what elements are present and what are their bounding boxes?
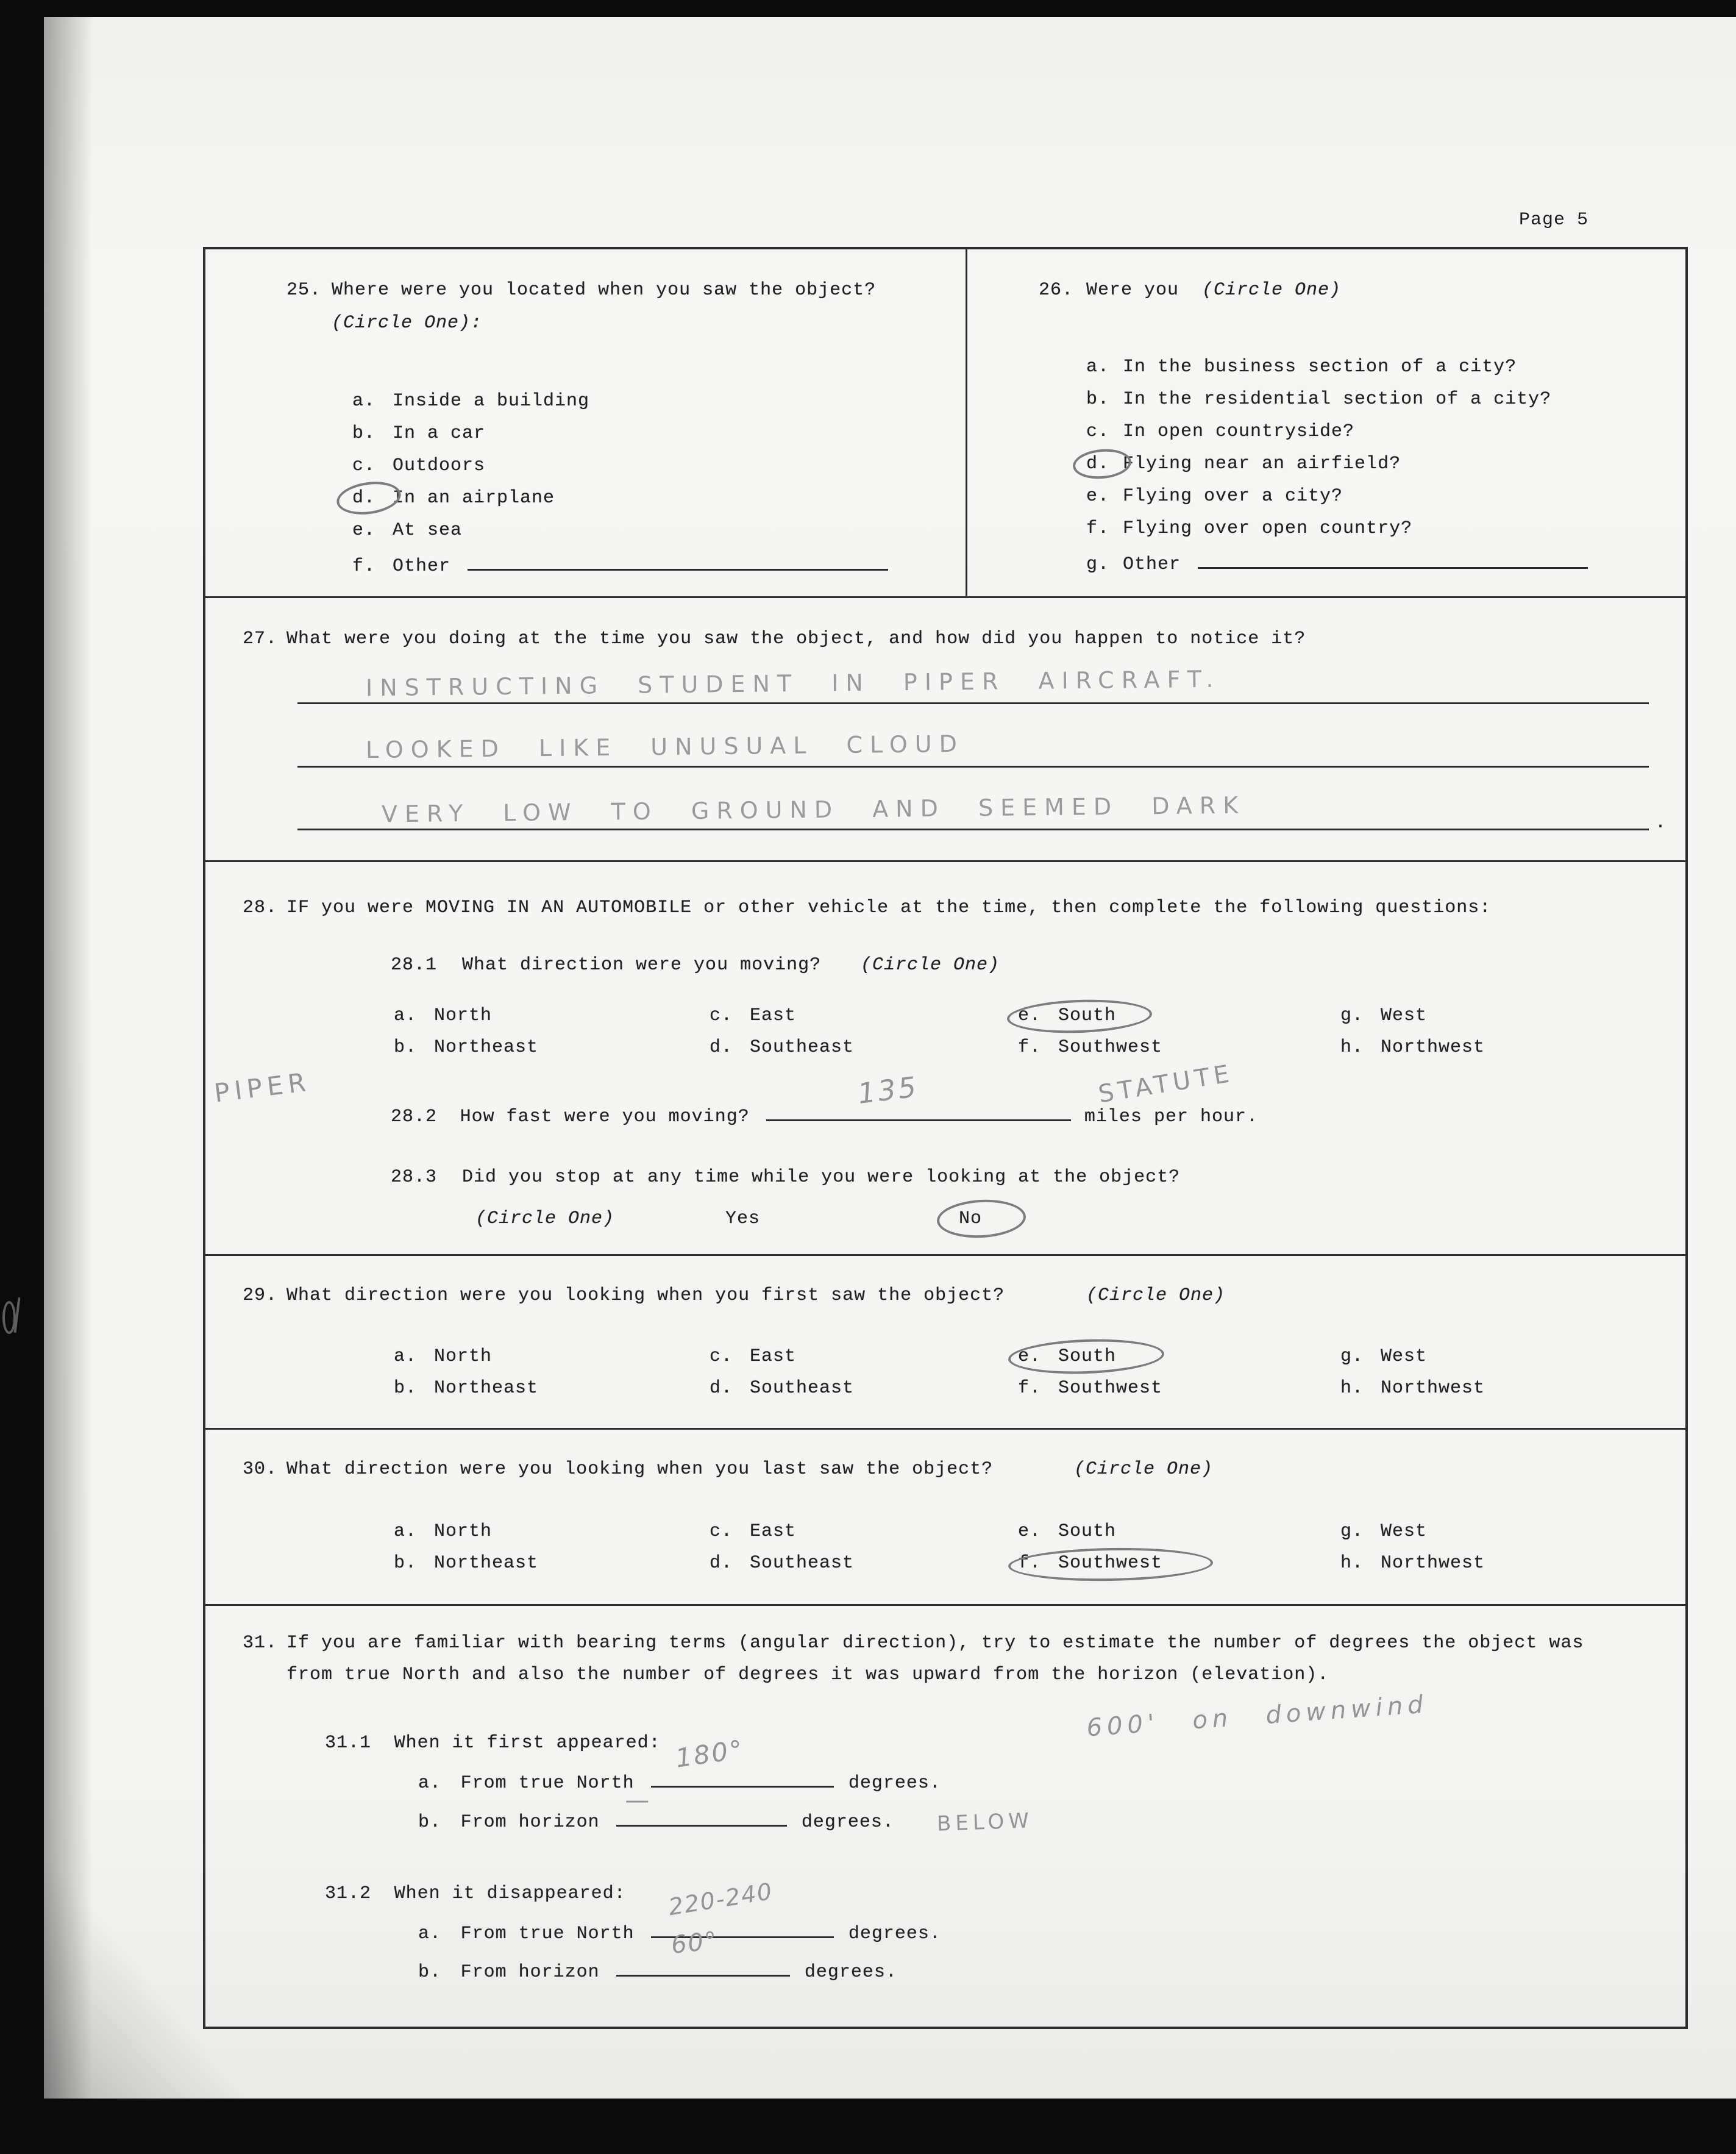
option-letter: a.: [1086, 357, 1110, 377]
option-letter: c.: [1086, 421, 1110, 442]
q31-2b-suffix: degrees.: [804, 1962, 897, 1983]
pencil-circle: [1008, 1546, 1214, 1583]
option-letter: b.: [1086, 389, 1110, 410]
option-label: South: [1058, 1346, 1117, 1367]
q25-option-c: [352, 455, 485, 476]
q28-3-number: 28.3: [391, 1167, 438, 1188]
q28-text: IF you were MOVING IN AN AUTOMOBILE or other vehicle at the time, then complete the following questions:: [286, 897, 1492, 918]
option-letter: a.: [418, 1924, 442, 1944]
page-number-label: Page 5: [1519, 210, 1589, 230]
other-blank: [468, 552, 888, 571]
option-label: Northeast: [434, 1553, 539, 1574]
option-label: Outdoors: [393, 455, 486, 476]
q27-text: What were you doing at the time you saw the object, and how did you happen to notice it?: [286, 629, 1306, 649]
option-letter: e.: [1018, 1005, 1042, 1026]
option-label: Northeast: [434, 1037, 539, 1058]
option-letter: b.: [394, 1378, 418, 1399]
option-label: Flying over a city?: [1123, 486, 1343, 507]
q28-2-suffix: miles per hour.: [1084, 1107, 1258, 1127]
q31-1b-line: [418, 1786, 1034, 1836]
handwritten-statute: STATUTE: [1096, 1059, 1236, 1109]
q31-1a-text: From true North: [460, 1773, 635, 1794]
q26-option-b: [1086, 389, 1551, 410]
q25-option-b: [352, 423, 485, 444]
option-letter: f.: [1018, 1037, 1042, 1058]
option-letter: g.: [1340, 1005, 1364, 1026]
q25-option-a: [352, 391, 589, 412]
option-letter: d.: [710, 1553, 733, 1574]
direction-option: [394, 1005, 710, 1029]
option-label: In an airplane: [393, 488, 555, 508]
option-letter: e.: [1086, 486, 1110, 507]
q29-text: What direction were you looking when you first saw the object?: [286, 1285, 1005, 1306]
option-letter: a.: [394, 1005, 418, 1026]
option-label: Other: [1123, 554, 1181, 575]
q25-option-f: [352, 552, 888, 577]
other-blank: [1198, 551, 1588, 569]
handwritten-speed-value: 135: [856, 1070, 921, 1110]
option-letter: b.: [352, 423, 376, 444]
q26-option-c: [1086, 421, 1354, 442]
yes-option: Yes: [725, 1208, 761, 1229]
q31-2b-text: From horizon: [460, 1962, 600, 1983]
direction-option: [710, 1346, 1018, 1369]
option-letter: c.: [710, 1005, 733, 1026]
option-letter: f.: [1018, 1553, 1042, 1574]
section-q28: [205, 862, 1685, 1256]
option-label: West: [1381, 1005, 1428, 1026]
option-letter: g.: [1340, 1346, 1364, 1367]
option-letter: b.: [418, 1962, 442, 1983]
option-label: East: [750, 1005, 797, 1026]
q29-direction-grid: [394, 1346, 1596, 1401]
q31-2-header: [325, 1883, 626, 1904]
option-letter: h.: [1340, 1378, 1364, 1399]
q31-1a-suffix: degrees.: [848, 1773, 941, 1794]
option-label: Other: [393, 556, 451, 577]
option-label: Northeast: [434, 1378, 539, 1399]
answer-line: [297, 829, 1649, 830]
q26-option-a: [1086, 357, 1517, 377]
q31-2a-text: From true North: [460, 1924, 635, 1944]
option-label: West: [1381, 1521, 1428, 1542]
line-end-period: .: [1655, 813, 1667, 833]
option-label: Southwest: [1058, 1037, 1163, 1058]
option-label: In the business section of a city?: [1123, 357, 1517, 377]
option-letter: a.: [394, 1346, 418, 1367]
direction-option: [394, 1037, 710, 1060]
direction-option: [710, 1553, 1018, 1576]
q30-direction-grid: [394, 1521, 1596, 1576]
degrees-blank: [616, 1927, 790, 1977]
q26-number: 26.: [1039, 280, 1074, 301]
q30-text: What direction were you looking when you last saw the object?: [286, 1459, 994, 1480]
q26-circle-one: (Circle One): [1202, 280, 1342, 301]
no-option: [959, 1208, 982, 1229]
answer-line: [297, 766, 1649, 768]
section-q29: [205, 1256, 1685, 1430]
section-q30: [205, 1430, 1685, 1606]
direction-option: [1018, 1037, 1340, 1060]
q28-3-text: Did you stop at any time while you were looking at the object?: [462, 1167, 1181, 1188]
handwritten-answer-2: LOOKED LIKE UNUSUAL CLOUD: [365, 730, 965, 764]
option-label: South: [1058, 1005, 1117, 1026]
option-label: Southeast: [750, 1553, 855, 1574]
handwritten-answer-3: VERY LOW TO GROUND AND SEEMED DARK: [381, 791, 1246, 828]
option-label: In open countryside?: [1123, 421, 1355, 442]
q28-1-number: 28.1: [391, 955, 438, 975]
option-letter: b.: [418, 1812, 442, 1833]
option-letter: e.: [352, 520, 376, 541]
option-label: Southeast: [750, 1378, 855, 1399]
direction-option: [710, 1005, 1018, 1029]
direction-option: [394, 1346, 710, 1369]
option-letter: h.: [1340, 1037, 1364, 1058]
option-label: Northwest: [1381, 1378, 1485, 1399]
q28-2-line: [391, 1059, 1258, 1127]
pencil-circle: [335, 478, 403, 518]
no-label: No: [959, 1208, 983, 1229]
question-26: [969, 249, 1685, 596]
option-letter: b.: [394, 1553, 418, 1574]
degrees-blank: [616, 1786, 787, 1827]
scan-smudge: [2, 1297, 23, 1335]
option-letter: f.: [1086, 518, 1110, 539]
q26-option-f: [1086, 518, 1412, 539]
option-label: In a car: [393, 423, 486, 444]
section-q27: [205, 598, 1685, 862]
option-label: West: [1381, 1346, 1428, 1367]
direction-option: [1340, 1378, 1596, 1401]
q25-option-d: [352, 488, 555, 508]
handwritten-bearing-last: 220-240: [666, 1877, 775, 1921]
q27-number: 27.: [243, 629, 278, 649]
pencil-circle: [936, 1197, 1026, 1240]
q26-option-g: [1086, 551, 1588, 575]
option-letter: f.: [1018, 1378, 1042, 1399]
option-letter: d.: [1086, 454, 1110, 474]
pencil-circle: [1006, 997, 1153, 1035]
option-label: East: [750, 1346, 797, 1367]
handwritten-elevation-last: 60°: [670, 1927, 720, 1960]
option-label: Northwest: [1381, 1553, 1485, 1574]
option-label: Southeast: [750, 1037, 855, 1058]
handwritten-annotation: 600' on downwind: [1086, 1690, 1429, 1742]
option-letter: a.: [394, 1521, 418, 1542]
answer-line: [297, 702, 1649, 704]
q31-2-number: 31.2: [325, 1883, 372, 1904]
q31-2a-suffix: degrees.: [848, 1924, 941, 1944]
direction-option: [1340, 1521, 1596, 1544]
q26-option-d: [1086, 454, 1401, 474]
option-label: Inside a building: [393, 391, 590, 412]
direction-option: [1018, 1005, 1340, 1029]
option-letter: c.: [710, 1346, 733, 1367]
q25-text: Where were you located when you saw the object?: [332, 280, 877, 301]
option-label: North: [434, 1005, 493, 1026]
handwritten-elevation-first: —: [625, 1786, 651, 1814]
direction-option: [1340, 1346, 1596, 1369]
option-letter: g.: [1086, 554, 1110, 575]
option-label: South: [1058, 1521, 1117, 1542]
q26-text: Were you: [1086, 280, 1179, 301]
q31-1-header: [325, 1733, 661, 1753]
option-label: In the residential section of a city?: [1123, 389, 1552, 410]
option-letter: g.: [1340, 1521, 1364, 1542]
direction-option: [394, 1521, 710, 1544]
option-label: At sea: [393, 520, 463, 541]
direction-option: [1340, 1553, 1596, 1576]
option-label: Northwest: [1381, 1037, 1485, 1058]
direction-option: [710, 1521, 1018, 1544]
option-letter: a.: [352, 391, 376, 412]
q25-number: 25.: [286, 280, 322, 301]
q30-circle-one: (Circle One): [1074, 1459, 1214, 1480]
paper-sheet: [44, 17, 1736, 2099]
q28-2-text: How fast were you moving?: [460, 1107, 750, 1127]
option-letter: d.: [352, 488, 376, 508]
option-label: Flying over open country?: [1123, 518, 1413, 539]
option-letter: h.: [1340, 1553, 1364, 1574]
q26-option-e: [1086, 486, 1343, 507]
section-q25-q26: [205, 249, 1685, 598]
form-outline: [203, 247, 1688, 2029]
q31-text-line1: If you are familiar with bearing terms (angular direction), try to estimate the number of degrees the object was: [286, 1633, 1584, 1653]
option-label: North: [434, 1521, 493, 1542]
handwritten-margin-note: PIPER: [212, 1066, 313, 1108]
q25-option-e: [352, 520, 462, 541]
option-label: Southwest: [1058, 1378, 1163, 1399]
option-letter: d.: [710, 1037, 733, 1058]
q28-3-circle-one: (Circle One): [475, 1208, 615, 1229]
direction-option: [1018, 1346, 1340, 1369]
q31-1b-text: From horizon: [460, 1812, 600, 1833]
direction-option: [1018, 1378, 1340, 1401]
option-label: North: [434, 1346, 493, 1367]
q31-2-text: When it disappeared:: [394, 1883, 626, 1904]
direction-option: [710, 1037, 1018, 1060]
option-label: Southwest: [1058, 1553, 1163, 1574]
q31-number: 31.: [243, 1633, 278, 1653]
direction-option: [1340, 1005, 1596, 1029]
question-25: [205, 249, 967, 596]
q25-circle-one: (Circle One):: [332, 313, 483, 333]
q31-1-text: When it first appeared:: [394, 1733, 661, 1753]
handwritten-bearing-first: 180°: [674, 1734, 747, 1774]
q28-1-direction-grid: [394, 1005, 1596, 1060]
q30-number: 30.: [243, 1459, 278, 1480]
option-letter: f.: [352, 556, 376, 577]
pencil-circle: [1008, 1337, 1165, 1377]
q29-number: 29.: [243, 1285, 278, 1306]
pencil-circle: [1072, 447, 1133, 481]
q31-1-number: 31.1: [325, 1733, 372, 1753]
option-label: East: [750, 1521, 797, 1542]
degrees-blank: [651, 1734, 834, 1788]
option-label: Flying near an airfield?: [1123, 454, 1401, 474]
direction-option: [1018, 1553, 1340, 1576]
direction-option: [1340, 1037, 1596, 1060]
option-letter: b.: [394, 1037, 418, 1058]
q28-1-circle-one: (Circle One): [861, 955, 1000, 975]
direction-option: [394, 1553, 710, 1576]
q31-text-line2: from true North and also the number of degrees it was upward from the horizon (elevation).: [286, 1664, 1329, 1685]
option-letter: e.: [1018, 1521, 1042, 1542]
speed-blank: [766, 1070, 1071, 1121]
q29-circle-one: (Circle One): [1086, 1285, 1226, 1306]
option-letter: e.: [1018, 1346, 1042, 1367]
q28-number: 28.: [243, 897, 278, 918]
section-q31: [205, 1606, 1685, 2017]
handwritten-below-note: BELOW: [936, 1808, 1034, 1836]
option-letter: c.: [710, 1521, 733, 1542]
option-letter: d.: [710, 1378, 733, 1399]
q31-1b-suffix: degrees.: [801, 1812, 894, 1833]
q28-1-text: What direction were you moving?: [462, 955, 822, 975]
direction-option: [394, 1378, 710, 1401]
q28-2-number: 28.2: [391, 1107, 438, 1127]
option-letter: c.: [352, 455, 376, 476]
direction-option: [710, 1378, 1018, 1401]
option-letter: a.: [418, 1773, 442, 1794]
direction-option: [1018, 1521, 1340, 1544]
handwritten-answer-1: INSTRUCTING STUDENT IN PIPER AIRCRAFT.: [365, 665, 1221, 702]
